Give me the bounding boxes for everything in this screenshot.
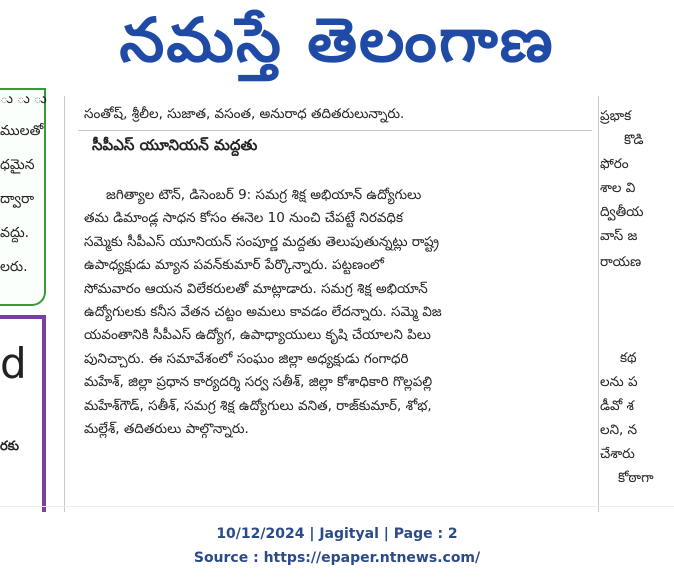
left-bottom-text: రకు — [0, 439, 19, 454]
masthead — [0, 0, 674, 82]
left-column — [0, 82, 50, 512]
article-body-line: సోమవారం ఆయన విలేకరులతో మాట్లాడారు. సమగ్ర శిక్ష అభియాన్ — [84, 280, 428, 297]
article-body-line: జగిత్యాల టౌన్, డిసెంబర్ 9: సమగ్ర శిక్ష అభియాన్ ఉద్యోగులు — [106, 187, 422, 203]
column-divider-left — [64, 96, 65, 512]
right-column-line: ఫోరం — [600, 156, 629, 172]
right-column-line: వాస్ జ — [600, 228, 638, 244]
left-column-line: ు ు ు — [0, 91, 47, 107]
section-rule — [78, 130, 592, 131]
article-body-line: మహేశ్, జిల్లా ప్రధాన కార్యదర్శి సర్వ సతీశ్, జిల్లా కోశాధికారి గొల్లపల్లి — [84, 374, 433, 391]
article-body-line: సమ్మెకు సీపీఎస్ యూనియన్ సంపూర్ణ మద్దతు తెలుపుతున్నట్లు రాష్ట్ర — [84, 233, 440, 250]
right-column-line: శాల వి — [600, 180, 636, 196]
article-body-line: పునిచ్చారు. ఈ సమావేశంలో సంఘం జిల్లా అధ్యక్షుడు గంగాధరి — [84, 350, 409, 367]
left-column-line: ద్వారా — [0, 191, 35, 207]
ad-letter: d — [0, 339, 27, 388]
article-body — [84, 184, 578, 441]
newspaper-logo: నమస్తే తెలంగాణ — [119, 5, 555, 77]
article-body-line: తమ డిమాండ్ల సాధన కోసం ఈనెల 10 నుంచి చేపట్టే నిరవధిక — [84, 210, 403, 227]
footer — [0, 522, 674, 570]
article-intro-line: సంతోష్, శ్రీలీల, సుజాత, వసంత, అనురాధ తదితరులున్నారు. — [84, 106, 405, 122]
article-body-line: యవంతానికి సీపీఎస్ ఉద్యోగ, ఉపాధ్యాయులు కృషి చేయాలని పిలు — [84, 327, 431, 344]
right-column-line: కోఠాగా — [618, 470, 654, 486]
right-column-line: ద్వితీయ — [600, 204, 644, 220]
footer-date-edition: 10/12/2024 | Jagityal | Page : 2 — [216, 526, 458, 542]
right-column-line: కొడి — [624, 132, 644, 148]
right-column-line: లని, న — [600, 422, 638, 438]
right-column-line: రాయణ — [600, 254, 642, 270]
right-column-line: కథ — [620, 350, 637, 366]
column-divider-right — [598, 96, 599, 512]
right-column-line: లను ప — [600, 374, 638, 390]
clip-bottom-edge — [0, 506, 674, 507]
article-heading: సీపీఎస్ యూనియన్ మద్దతు — [92, 136, 258, 154]
article-body-line: ఉద్యోగులకు కనీస వేతన చట్టం అమలు కావడం లేదన్నారు. సమ్మె విజ — [84, 304, 442, 321]
right-column-line: ప్రభాక — [600, 108, 632, 124]
article-body-line: ఉపాధ్యక్షుడు మ్యాన పవన్‌కుమార్ పేర్కొన్నారు. పట్టణంలో — [84, 257, 384, 274]
footer-source: Source : https://epaper.ntnews.com/ — [193, 550, 481, 566]
left-column-line: వద్దు. — [0, 225, 30, 241]
right-column-line: డీవో శ — [600, 398, 634, 414]
left-column-line: లరు. — [0, 259, 28, 275]
right-column — [600, 96, 674, 512]
left-column-line: ములతో — [0, 123, 44, 139]
left-column-line: ధమైన — [0, 157, 35, 173]
article-body-line: మహేశ్‌గౌడ్, సతీశ్, సమగ్ర శిక్ష ఉద్యోగులు వనిత, రాజ్‌కుమార్, శోభ, — [84, 397, 432, 414]
article-body-line: మల్లేశ్, తదితరులు పాల్గొన్నారు. — [84, 421, 249, 438]
right-column-line: చేశారు — [600, 446, 635, 462]
